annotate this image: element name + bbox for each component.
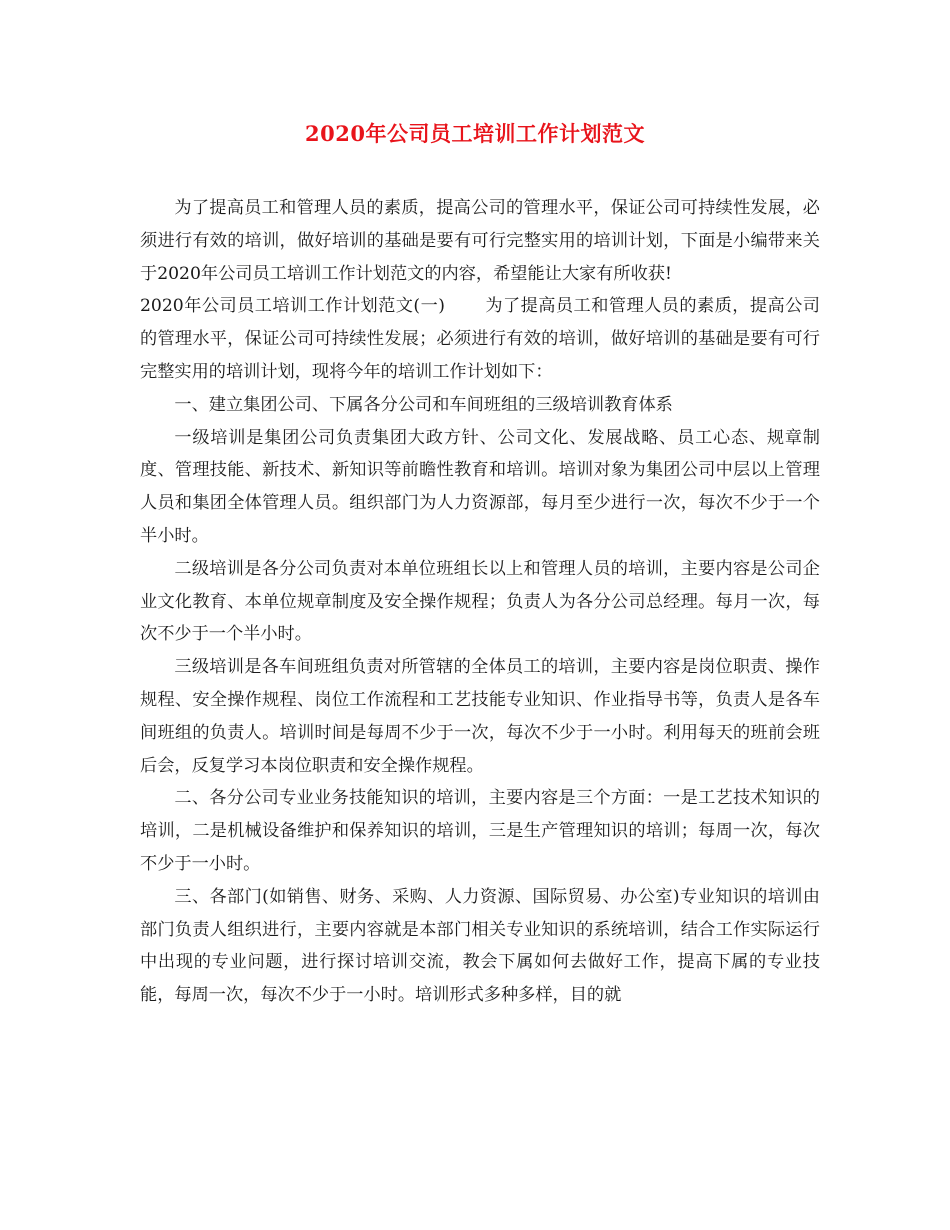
section-heading: 2020年公司员工培训工作计划范文(一): [140, 296, 445, 317]
document-title: 2020年公司员工培训工作计划范文: [305, 121, 645, 146]
paragraph-6: 三、各部门(如销售、财务、采购、人力资源、国际贸易、办公室)专业知识的培训由部门负责人组织进行，主要内容就是本部门相关专业知识的系统培训，结合工作实际运行中出现的专业问题，进行探讨培训交流，教会下属如何去做好工作，提高下属的专业技能，每周一次，每次不少于一小时。培训形式多种多样，目的就: [140, 886, 820, 1006]
paragraph-1: 一、建立集团公司、下属各分公司和车间班组的三级培训教育体系: [174, 394, 673, 415]
document-body: [140, 192, 820, 1012]
paragraph-4: 三级培训是各车间班组负责对所管辖的全体员工的培训，主要内容是岗位职责、操作规程、安全操作规程、岗位工作流程和工艺技能专业知识、作业指导书等，负责人是各车间班组的负责人。培训时间是每周不少于一次，每次不少于一小时。利用每天的班前会班后会，反复学习本岗位职责和安全操作规程。: [140, 657, 820, 776]
section-intro: 为了提高员工和管理人员的素质，提高公司的管理水平，保证公司可持续性发展；必须进行有效的培训，做好培训的基础是要有可行完整实用的培训计划，现将今年的培训工作计划如下：: [140, 296, 820, 382]
paragraph-3: 二级培训是各分公司负责对本单位班组长以上和管理人员的培训，主要内容是公司企业文化教育、本单位规章制度及安全操作规程；负责人为各分公司总经理。每月一次，每次不少于一个半小时。: [140, 558, 820, 645]
intro-paragraph: 为了提高员工和管理人员的素质，提高公司的管理水平，保证公司可持续性发展，必须进行有效的培训，做好培训的基础是要有可行完整实用的培训计划，下面是小编带来关于2020年公司员工培训工作计划范文的内容，希望能让大家有所收获!: [140, 198, 820, 284]
section-paragraph: [140, 290, 820, 388]
paragraph-5: 二、各分公司专业业务技能知识的培训，主要内容是三个方面：一是工艺技术知识的培训，二是机械设备维护和保养知识的培训，三是生产管理知识的培训；每周一次，每次不少于一小时。: [140, 788, 820, 874]
paragraph-2: 一级培训是集团公司负责集团大政方针、公司文化、发展战略、员工心态、规章制度、管理技能、新技术、新知识等前瞻性教育和培训。培训对象为集团公司中层以上管理人员和集团全体管理人员。组织部门为人力资源部，每月至少进行一次，每次不少于一个半小时。: [140, 427, 820, 546]
